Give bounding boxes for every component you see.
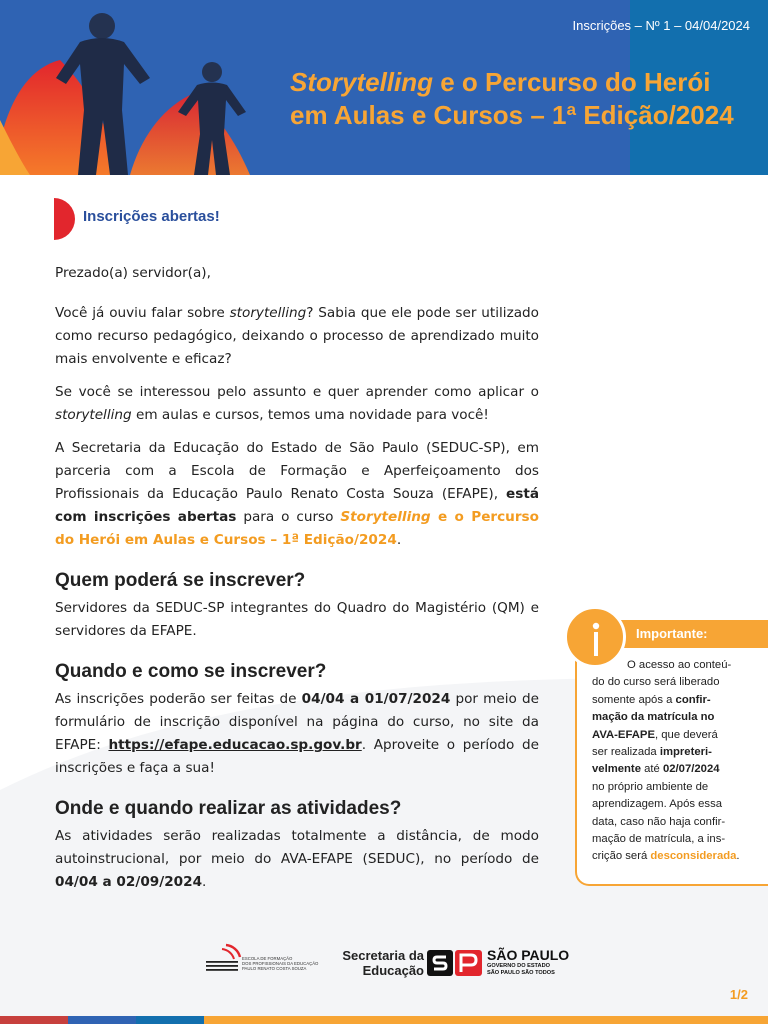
course-name-rest: e o Percurso do Herói em Aulas e Cursos – 1ª Edição/2024 bbox=[55, 509, 539, 548]
main-content bbox=[55, 262, 539, 904]
text: crição será bbox=[592, 850, 651, 863]
important-line: data, caso não haja confir- bbox=[592, 815, 726, 828]
badge-label: Inscrições abertas! bbox=[83, 208, 220, 225]
secretaria-logo-text bbox=[342, 948, 424, 978]
heading-where: Onde e quando realizar as atividades? bbox=[55, 798, 402, 819]
text: em aulas e cursos, temos uma novidade para você! bbox=[131, 407, 489, 423]
text: para o curso bbox=[236, 509, 341, 525]
secretaria-line: Secretaria da bbox=[342, 948, 424, 963]
greeting: Prezado(a) servidor(a), bbox=[55, 265, 211, 281]
text-bold: está com inscrições abertas bbox=[55, 486, 539, 525]
text: A Secretaria da Educação do Estado de São Paulo (SEDUC-SP), em parceria com a Escola de Formação e Aperfeiçoamento dos Profissionais da Educação Paulo Renato Costa Souza (EFAPE), bbox=[55, 440, 539, 502]
text: ser realizada bbox=[592, 746, 660, 759]
important-label: Importante: bbox=[636, 626, 708, 641]
text: Se você se interessou pelo assunto e quer aprender como aplicar o bbox=[55, 384, 539, 400]
course-name-italic: Storytelling bbox=[340, 509, 431, 525]
title-italic: Storytelling bbox=[290, 67, 434, 97]
important-line: do do curso será liberado bbox=[592, 676, 720, 689]
page-title bbox=[290, 66, 750, 132]
sp-sub-line: SÃO PAULO SÃO TODOS bbox=[487, 969, 555, 976]
enrollment-dates: 04/04 a 01/07/2024 bbox=[301, 691, 451, 707]
important-line: O acesso ao conteú- bbox=[627, 659, 732, 671]
title-line2: em Aulas e Cursos – 1ª Edição/2024 bbox=[290, 100, 734, 130]
efape-line: DOS PROFISSIONAIS DA EDUCAÇÃO bbox=[242, 961, 319, 966]
paragraph-interest bbox=[55, 381, 539, 427]
text-bold: velmente bbox=[592, 763, 641, 776]
sp-logo-title: SÃO PAULO bbox=[487, 947, 570, 963]
text-bold: confir- bbox=[675, 693, 711, 706]
important-line: mação de matrícula, a ins- bbox=[592, 833, 726, 846]
important-line bbox=[592, 692, 752, 709]
activity-dates: 04/04 a 02/09/2024 bbox=[55, 874, 203, 890]
paragraph-who: Servidores da SEDUC-SP integrantes do Quadro do Magistério (QM) e servidores da EFAPE. bbox=[55, 600, 539, 639]
heading-who: Quem poderá se inscrever? bbox=[55, 570, 306, 591]
text: . bbox=[396, 532, 402, 548]
bottom-bar-segment bbox=[136, 1016, 204, 1024]
secretaria-line: Educação bbox=[362, 963, 424, 978]
important-line bbox=[592, 709, 752, 726]
important-line bbox=[592, 761, 752, 778]
text: . bbox=[202, 874, 207, 890]
bottom-color-bar bbox=[0, 1016, 768, 1024]
text-bold: impreteri- bbox=[659, 746, 712, 759]
title-line1: e o Percurso do Herói bbox=[433, 67, 711, 97]
text-bold: AVA-EFAPE bbox=[592, 728, 655, 741]
text: Você já ouviu falar sobre bbox=[55, 305, 230, 321]
superhero-silhouettes-icon bbox=[0, 0, 270, 175]
important-line: no próprio ambiente de bbox=[592, 780, 709, 793]
text: por meio de formulário de inscrição disponível na página do curso, no site da EFAPE: bbox=[55, 691, 539, 753]
efape-line: ESCOLA DE FORMAÇÃO bbox=[242, 956, 293, 961]
sp-sub-line: GOVERNO DO ESTADO bbox=[487, 963, 550, 969]
text: . Aproveite o período de inscrições e faça a sua! bbox=[55, 737, 539, 776]
efape-line: PAULO RENATO COSTA SOUZA bbox=[242, 966, 307, 971]
text: As inscrições poderão ser feitas de bbox=[55, 691, 302, 707]
bottom-bar-segment bbox=[0, 1016, 68, 1024]
text: ? Sabia que ele pode ser utilizado como recurso pedagógico, deixando o processo de aprendizado muito mais envolvente e eficaz? bbox=[55, 305, 539, 367]
heading-when: Quando e como se inscrever? bbox=[55, 661, 327, 682]
text-highlight: desconsiderada bbox=[650, 850, 737, 863]
text: até bbox=[640, 763, 663, 776]
paragraph-announcement bbox=[55, 437, 539, 552]
important-line bbox=[592, 744, 752, 761]
sp-logo-subtitle bbox=[487, 963, 555, 976]
text: somente após a bbox=[592, 693, 676, 706]
text: As atividades serão realizadas totalmente a distância, de modo autoinstrucional, por meio do AVA-EFAPE (SEDUC), no período de bbox=[55, 828, 539, 867]
issue-info: Inscrições – Nº 1 – 04/04/2024 bbox=[572, 18, 750, 33]
text-emphasis: storytelling bbox=[229, 305, 307, 321]
bottom-bar-segment bbox=[68, 1016, 136, 1024]
paragraph-where bbox=[55, 825, 539, 894]
text: , que deverá bbox=[654, 728, 718, 741]
efape-link[interactable]: https://efape.educacao.sp.gov.br bbox=[108, 737, 362, 753]
page-number: 1/2 bbox=[729, 987, 748, 1002]
sp-logo-icon bbox=[427, 950, 482, 976]
important-line bbox=[592, 727, 752, 744]
paragraph-when bbox=[55, 688, 539, 780]
paragraph-intro bbox=[55, 302, 539, 371]
important-text bbox=[592, 657, 752, 866]
text: . bbox=[736, 850, 740, 863]
text-emphasis: storytelling bbox=[55, 407, 132, 423]
bottom-bar-segment bbox=[204, 1016, 768, 1024]
important-line: aprendizagem. Após essa bbox=[592, 798, 722, 811]
badge-half-circle-icon bbox=[54, 198, 76, 240]
important-line bbox=[592, 848, 752, 865]
efape-logo-text bbox=[242, 956, 318, 971]
deadline-date: 02/07/2024 bbox=[662, 763, 720, 776]
text-bold: mação da matrícula no bbox=[592, 711, 715, 724]
header-banner bbox=[0, 0, 768, 175]
